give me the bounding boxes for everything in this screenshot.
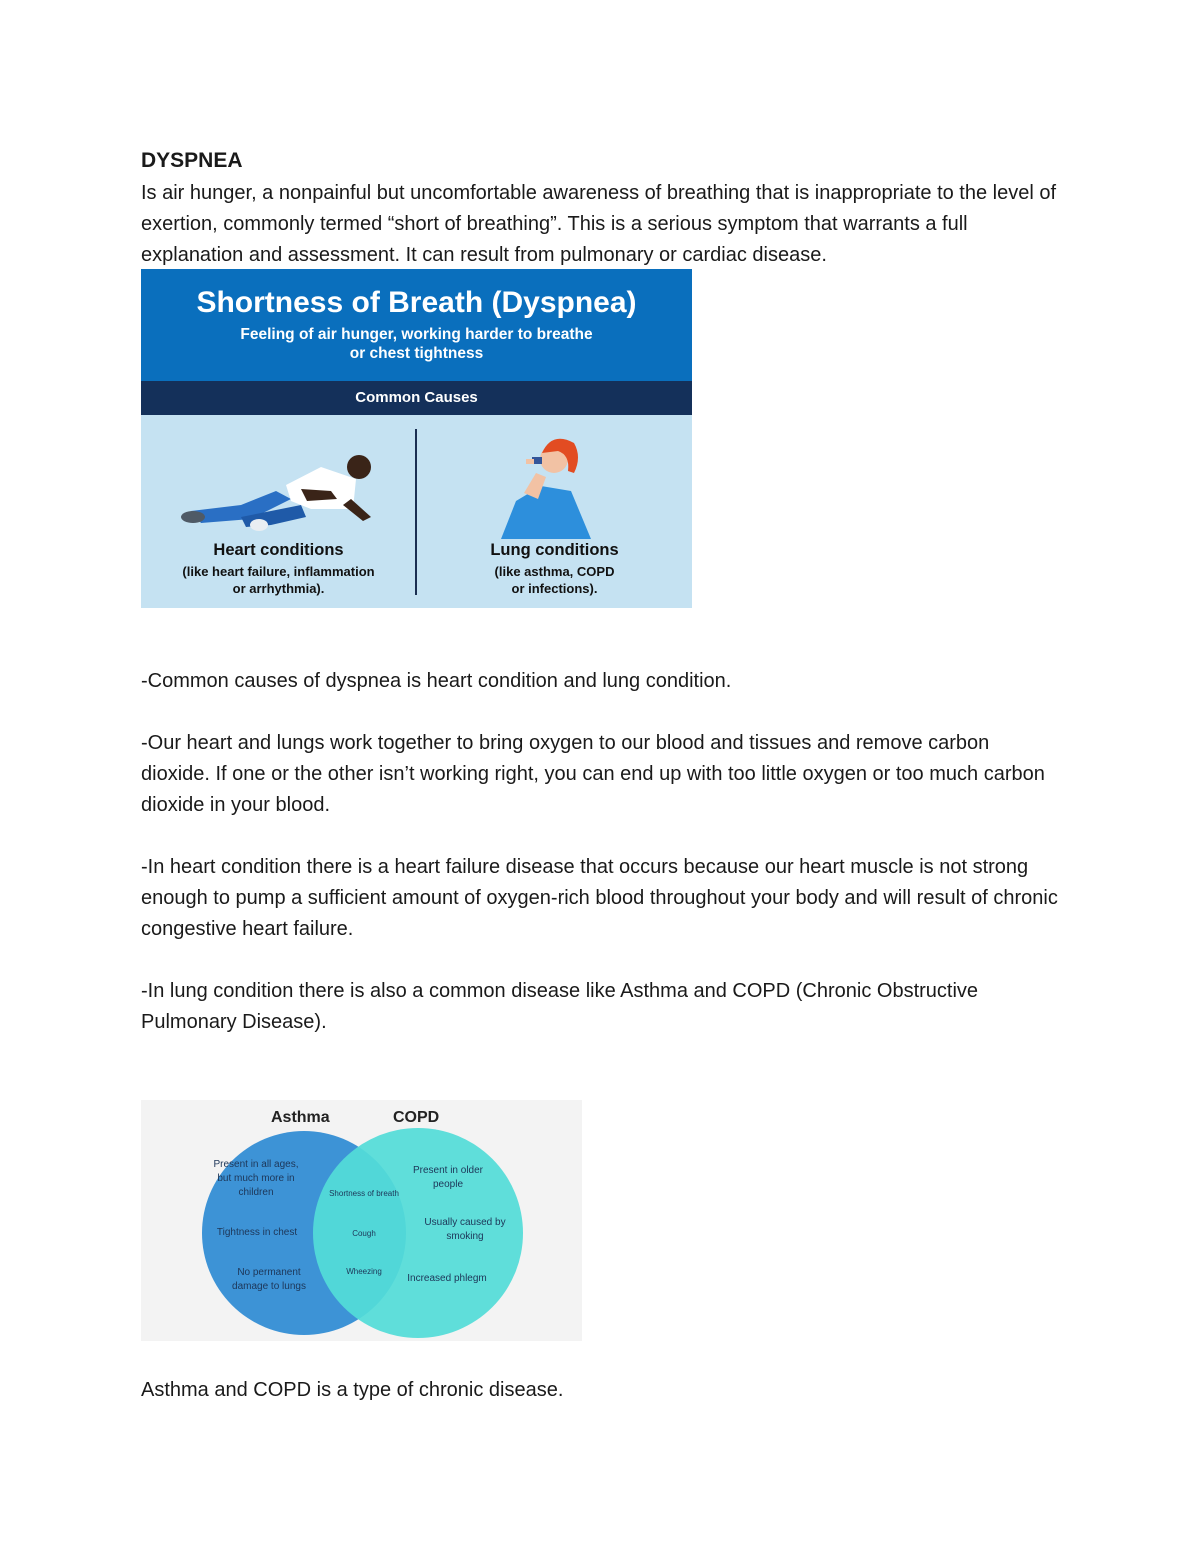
reclining-person-illustration (181, 439, 381, 534)
page-title: DYSPNEA (141, 149, 243, 172)
infographic-header (141, 269, 692, 381)
copd-item: Usually caused by smoking (424, 1217, 506, 1242)
infographic-subtitle-line2: or chest tightness (349, 345, 484, 362)
common-causes-band: Common Causes (141, 381, 692, 415)
venn-circles (141, 1100, 582, 1341)
closing-sentence: Asthma and COPD is a type of chronic disease. (141, 1379, 564, 1401)
lung-desc-line1: (like asthma, COPD (494, 564, 615, 579)
asthma-item: Present in all ages, but much more in children (213, 1159, 299, 1198)
lung-conditions-column (417, 539, 692, 597)
infographic-subtitle-line1: Feeling of air hunger, working harder to breathe (240, 326, 593, 343)
asthma-item: Tightness in chest (216, 1227, 298, 1238)
paragraph-lung-condition: -In lung condition there is also a common disease like Asthma and COPD (Chronic Obstructive Pulmonary Disease). (141, 980, 979, 1033)
shared-item: Wheezing (346, 1267, 382, 1276)
heart-conditions-title: Heart conditions (213, 541, 344, 559)
dyspnea-infographic (141, 269, 692, 608)
intro-paragraph: Is air hunger, a nonpainful but uncomfortable awareness of breathing that is inappropriate to the level of exertion, commonly termed “short of breathing”. This is a serious symptom that warrants a full explanation and assessment. It can result from pulmonary or cardiac disease. (141, 182, 1057, 266)
infographic-subtitle (141, 325, 692, 363)
asthma-copd-venn-diagram (141, 1100, 582, 1341)
asthma-item: No permanent damage to lungs (232, 1267, 306, 1292)
asthma-label: Asthma (271, 1109, 330, 1126)
body-paragraphs (141, 666, 1061, 1038)
paragraph-heart-lungs: -Our heart and lungs work together to bring oxygen to our blood and tissues and remove carbon dioxide. If one or the other isn’t working right, you can end up with too little oxygen or too much carbon dioxide in your blood. (141, 732, 1045, 816)
shared-item: Shortness of breath (329, 1189, 399, 1198)
heart-conditions-column (141, 539, 416, 597)
heart-desc-line1: (like heart failure, inflammation (182, 564, 375, 579)
lung-conditions-title: Lung conditions (490, 541, 619, 559)
woman-inhaler-illustration (496, 431, 606, 541)
copd-item: Increased phlegm (407, 1273, 487, 1284)
lung-desc-line2: or infections). (511, 581, 598, 596)
heart-conditions-desc (141, 563, 416, 597)
shared-item: Cough (352, 1229, 376, 1238)
document-body (141, 146, 1061, 271)
infographic-title: Shortness of Breath (Dyspnea) (196, 286, 637, 319)
copd-item: Present in older people (412, 1165, 484, 1190)
paragraph-common-causes: -Common causes of dyspnea is heart condition and lung condition. (141, 670, 732, 692)
copd-label: COPD (393, 1109, 440, 1126)
heart-desc-line2: or arrhythmia). (232, 581, 325, 596)
lung-conditions-desc (417, 563, 692, 597)
closing-block (141, 1375, 1061, 1406)
paragraph-heart-condition: -In heart condition there is a heart failure disease that occurs because our heart muscle is not strong enough to pump a sufficient amount of oxygen-rich blood throughout your body and will result of chronic congestive heart failure. (141, 856, 1058, 940)
